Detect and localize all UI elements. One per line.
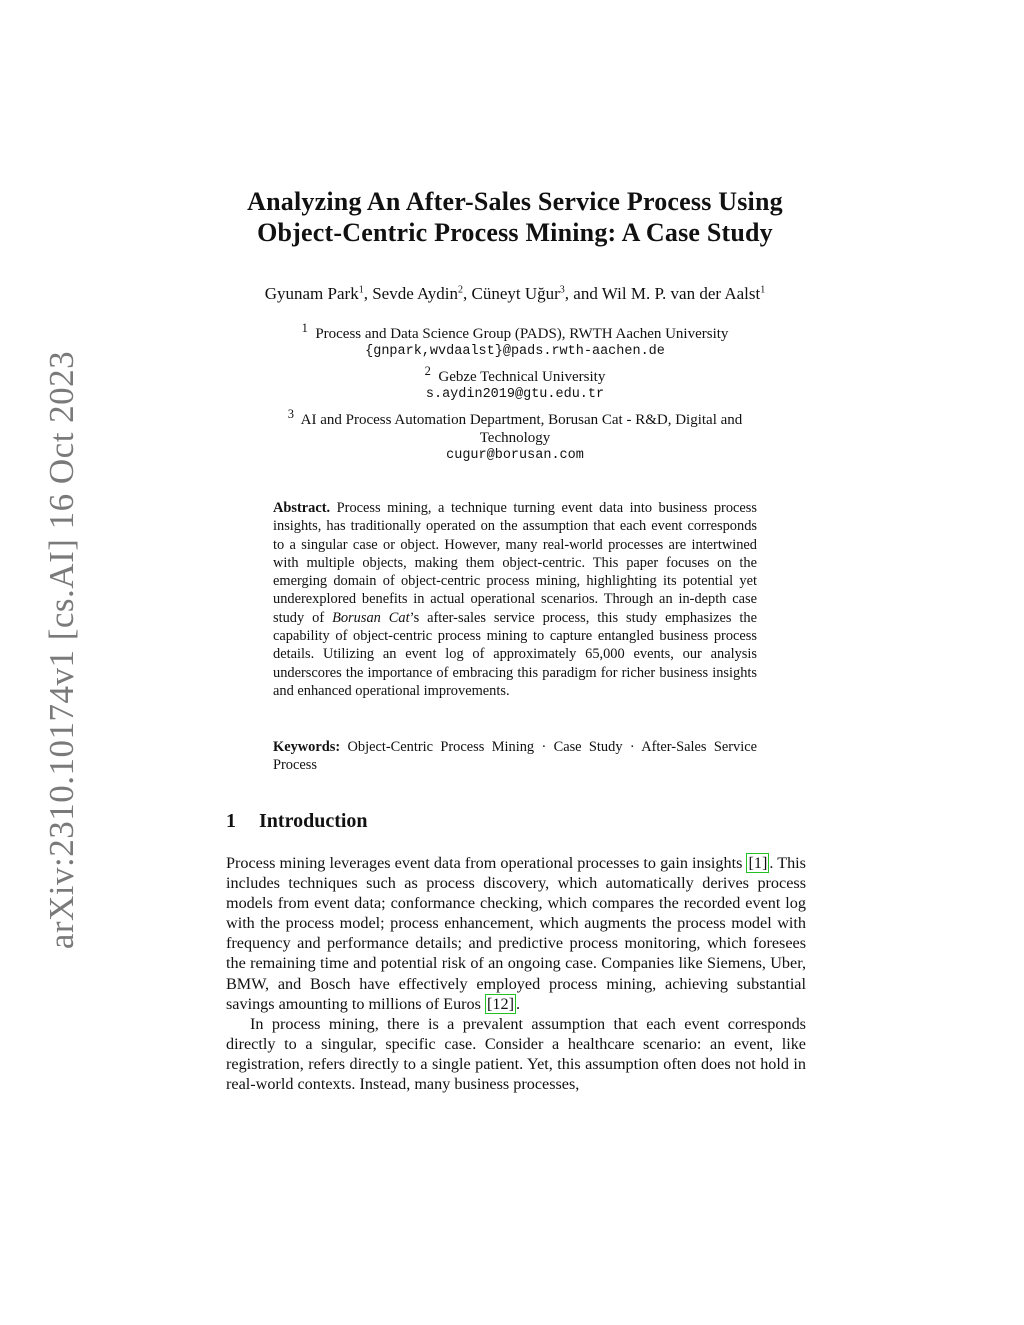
author-affil-mark: 2 <box>458 284 463 296</box>
author-name: Wil M. P. van der Aalst <box>601 284 761 303</box>
author-list <box>150 284 880 304</box>
author-affil-mark: 3 <box>559 284 565 296</box>
paper-title <box>200 186 830 248</box>
affiliation-3-continued: Technology <box>479 430 551 447</box>
affiliation-name: Process and Data Science Group (PADS), RWTH Aachen University <box>315 326 729 342</box>
title-line-2: Object-Centric Process Mining: A Case Study <box>257 218 773 247</box>
affiliation-3 <box>230 405 800 429</box>
paragraph <box>226 853 806 1014</box>
author-affil-mark: 1 <box>358 284 364 296</box>
affiliation-1-email: {gnpark,wvdaalst}@pads.rwth-aachen.de <box>365 344 665 360</box>
section-title: Introduction <box>259 810 368 832</box>
abstract-text-continued: ’s after-sales service process, this study emphasizes the capability of object-centric process mining to capture entangled business process details. Utilizing an event log of approximately 65,000 events, our analysis underscores the importance of embracing this paradigm for richer business insights and enhanced operational improvements. <box>273 609 757 699</box>
author-separator: , <box>463 284 472 303</box>
citation-link[interactable]: [12] <box>487 994 514 1013</box>
abstract-label: Abstract. <box>273 500 331 516</box>
affiliation-block <box>230 319 800 466</box>
affiliation-2-email: s.aydin2019@gtu.edu.tr <box>425 387 605 403</box>
body-text <box>226 853 806 1094</box>
title-line-1: Analyzing An After-Sales Service Process Using <box>247 187 783 216</box>
author-separator: , and <box>564 284 602 303</box>
paragraph-text: Process mining leverages event data from operational processes to gain insights <box>226 854 747 872</box>
affiliation-name: Gebze Technical University <box>438 368 606 385</box>
author-separator: , <box>363 284 373 303</box>
affiliation-mark: 2 <box>424 363 431 378</box>
author-name: Sevde Aydin <box>372 284 458 303</box>
paragraph-text: . This includes techniques such as process discovery, which automatically derives process models from event data; conformance checking, which compares the recorded event log with the process model; process enhancement, which augments the process model with frequency and performance details; and predictive process monitoring, which foresees the remaining time and potential risk of an ongoing case. Companies like Siemens, Uber, BMW, and Bosch have effectively employed process mining, achieving substantial savings amounting to millions of Euros <box>226 854 806 1013</box>
author-name: Cüneyt Uğur <box>471 284 560 303</box>
citation-link[interactable]: [1] <box>748 854 768 872</box>
affiliation-3-email: cugur@borusan.com <box>446 448 584 464</box>
abstract <box>273 499 757 700</box>
keywords <box>273 738 757 775</box>
affiliation-name: AI and Process Automation Department, Borusan Cat - R&D, Digital and <box>300 411 743 428</box>
section-number: 1 <box>226 810 236 832</box>
abstract-company-name: Borusan Cat <box>332 609 410 626</box>
affiliation-mark: 3 <box>287 406 294 421</box>
arxiv-stamp: arXiv:2310.10174v1 [cs.AI] 16 Oct 2023 <box>42 350 81 950</box>
keywords-label: Keywords: <box>273 739 341 755</box>
paragraph-text: . <box>515 994 521 1013</box>
affiliation-1 <box>230 319 800 343</box>
paragraph: In process mining, there is a prevalent assumption that each event corresponds directly to a singular, specific case. Consider a healthcare scenario: an event, like registration, refers directly to a single patient. Yet, this assumption often does not hold in real-world contexts. Instead, many business processes, <box>226 1014 806 1094</box>
keywords-text: Object-Centric Process Mining · Case Study · After-Sales Service Process <box>273 739 757 774</box>
author-name: Gyunam Park <box>264 284 359 303</box>
author-affil-mark: 1 <box>760 284 766 296</box>
section-heading <box>226 809 368 833</box>
abstract-text: Process mining, a technique turning event data into business process insights, has traditionally operated on the assumption that each event corresponds to a singular case or object. However, many real-world processes are intertwined with multiple objects, making them object-centric. This paper focuses on the emerging domain of object-centric process mining, highlighting its potential yet underexplored benefits in actual operational scenarios. Through an in-depth case study of <box>273 500 757 626</box>
affiliation-2 <box>230 362 800 386</box>
affiliation-mark: 1 <box>301 321 308 335</box>
